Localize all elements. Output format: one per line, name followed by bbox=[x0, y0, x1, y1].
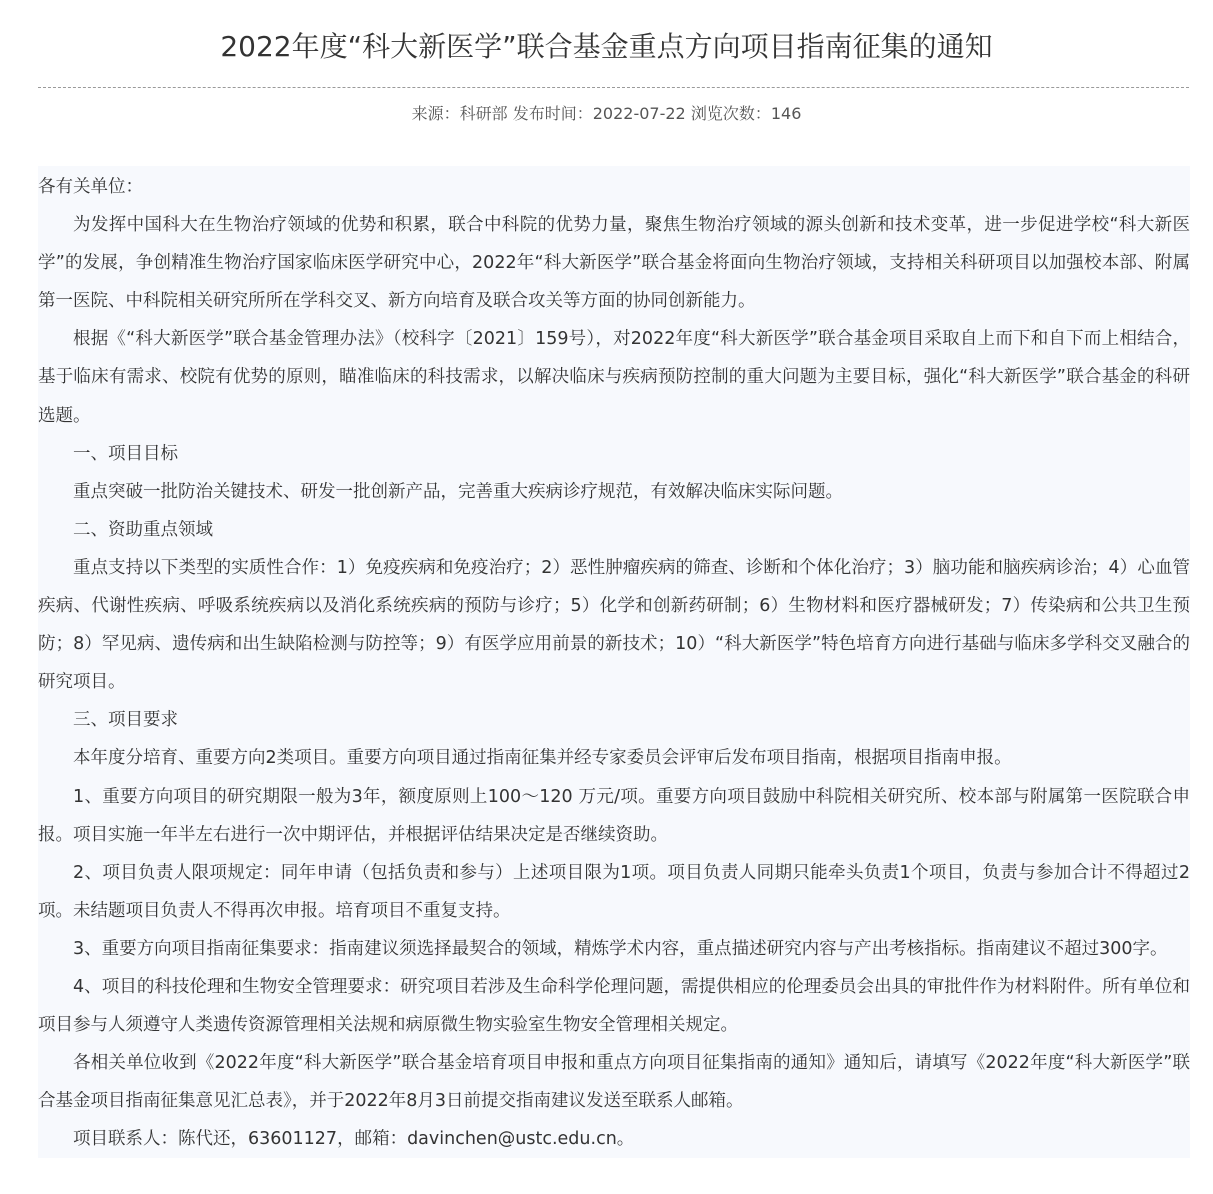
paragraph-intro: 为发挥中国科大在生物治疗领域的优势和积累，联合中科院的优势力量，聚焦生物治疗领域的源头创新和技术变革，进一步促进学校“科大新医学”的发展，争创精准生物治疗国家临床医学研究中心，2022年“科大新医学”联合基金将面向生物治疗领域，支持相关科研项目以加强校本部、附属第一医院、中科院相关研究所所在学科交叉、新方向培育及联合攻关等方面的协同创新能力。 bbox=[38, 215, 1190, 312]
article-meta bbox=[0, 102, 1213, 126]
views-label: 浏览次数： bbox=[690, 104, 771, 123]
source-label: 来源： bbox=[411, 104, 460, 123]
section-heading-requirements: 三、项目要求 bbox=[73, 710, 178, 731]
section-heading-goals: 一、项目目标 bbox=[73, 443, 178, 464]
article-body bbox=[38, 166, 1190, 1158]
paragraph-goals: 重点突破一批防治关键技术、研发一批创新产品，完善重大疾病诊疗规范，有效解决临床实际问题。 bbox=[73, 481, 843, 502]
paragraph-contact: 项目联系人：陈代还，63601127，邮箱：davinchen@ustc.edu.cn。 bbox=[73, 1129, 635, 1150]
source-value: 科研部 bbox=[459, 104, 508, 123]
requirement-item-2: 2、项目负责人限项规定：同年申请（包括负责和参与）上述项目限为1项。项目负责人同期只能牵头负责1个项目，负责与参加合计不得超过2项。未结题项目负责人不得再次申报。培育项目不重复支持。 bbox=[38, 862, 1190, 921]
paragraph-requirements-intro: 本年度分培育、重要方向2类项目。重要方向项目通过指南征集并经专家委员会评审后发布项目指南，根据项目指南申报。 bbox=[73, 748, 1012, 769]
requirement-item-3: 3、重要方向项目指南征集要求：指南建议须选择最契合的领域，精炼学术内容，重点描述研究内容与产出考核指标。指南建议不超过300字。 bbox=[73, 938, 1168, 959]
greeting: 各有关单位： bbox=[38, 177, 143, 197]
requirement-item-4: 4、项目的科技伦理和生物安全管理要求：研究项目若涉及生命科学伦理问题，需提供相应的伦理委员会出具的审批件作为材料附件。所有单位和项目参与人须遵守人类遗传资源管理相关法规和病原微生物实验室生物安全管理相关规定。 bbox=[38, 976, 1190, 1036]
section-heading-funding-areas: 二、资助重点领域 bbox=[73, 519, 213, 540]
title-divider bbox=[38, 87, 1189, 88]
paragraph-basis: 根据《“科大新医学”联合基金管理办法》（校科字〔2021〕159号），对2022年度“科大新医学”联合基金项目采取自上而下和自下而上相结合，基于临床有需求、校院有优势的原则，瞄准临床的科技需求，以解决临床与疾病预防控制的重大问题为主要目标，强化“科大新医学”联合基金的科研选题。 bbox=[38, 329, 1190, 426]
requirement-item-1: 1、重要方向项目的研究期限一般为3年，额度原则上100～120 万元/项。重要方向项目鼓励中科院相关研究所、校本部与附属第一医院联合申报。项目实施一年半左右进行一次中期评估，并根据评估结果决定是否继续资助。 bbox=[38, 786, 1190, 845]
paragraph-submission: 各相关单位收到《2022年度“科大新医学”联合基金培育项目申报和重点方向项目征集指南的通知》通知后，请填写《2022年度“科大新医学”联合基金项目指南征集意见汇总表》，并于2022年8月3日前提交指南建议发送至联系人邮箱。 bbox=[38, 1053, 1190, 1112]
date-value: 2022-07-22 bbox=[592, 104, 686, 123]
page-title: 2022年度“科大新医学”联合基金重点方向项目指南征集的通知 bbox=[220, 30, 993, 63]
date-label: 发布时间： bbox=[512, 104, 593, 123]
paragraph-funding-areas: 重点支持以下类型的实质性合作：1）免疫疾病和免疫治疗；2）恶性肿瘤疾病的筛查、诊断和个体化治疗；3）脑功能和脑疾病诊治；4）心血管疾病、代谢性疾病、呼吸系统疾病以及消化系统疾病的预防与诊疗；5）化学和创新药研制；6）生物材料和医疗器械研发；7）传染病和公共卫生预防；8）罕见病、遗传病和出生缺陷检测与防控等；9）有医学应用前景的新技术；10）“科大新医学”特色培育方向进行基础与临床多学科交叉融合的研究项目。 bbox=[38, 557, 1190, 693]
views-count: 146 bbox=[770, 104, 802, 123]
